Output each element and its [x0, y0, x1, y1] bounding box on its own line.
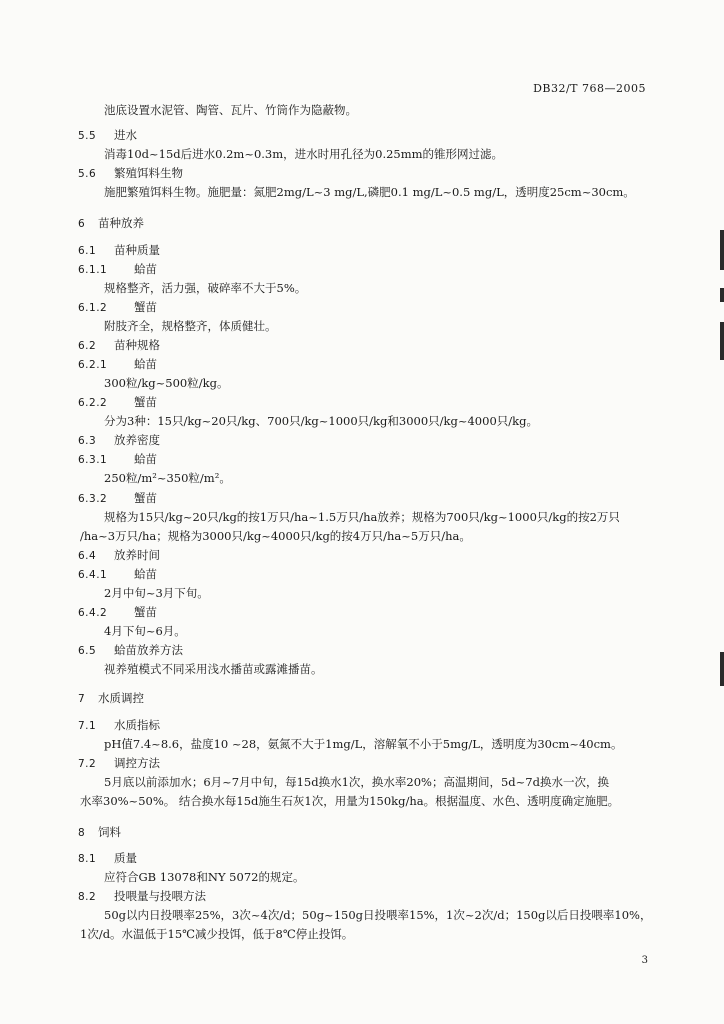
heading-text: 蟹苗 [134, 300, 157, 314]
paragraph-line: 规格为15只/kg~20只/kg的按1万只/ha~1.5万只/ha放养；规格为700只/kg~1000只/kg的按2万只 [104, 510, 620, 524]
paragraph-line: 2月中旬~3月下旬。 [104, 586, 209, 600]
section-heading [78, 262, 157, 277]
heading-number: 6.4 [78, 550, 97, 562]
heading-text: 蛤苗 [134, 452, 157, 466]
paragraph-line: 300粒/kg~500粒/kg。 [104, 376, 229, 390]
section-heading [78, 300, 157, 315]
section-heading [78, 851, 137, 866]
heading-number: 6.1 [78, 245, 97, 257]
heading-text: 质量 [114, 851, 137, 865]
section-heading [78, 166, 183, 181]
section-heading [78, 128, 137, 143]
heading-number: 5.5 [78, 130, 97, 142]
paragraph-line: 5月底以前添加水；6月~7月中旬，每15d换水1次，换水率20%；高温期间，5d~7d换水一次，换 [104, 775, 609, 789]
heading-text: 蛤苗 [134, 567, 157, 581]
section-heading [78, 605, 157, 620]
heading-text: 进水 [114, 128, 137, 142]
section-heading [78, 718, 160, 733]
heading-text: 水质调控 [98, 691, 144, 705]
heading-number: 7.2 [78, 758, 97, 770]
heading-text: 繁殖饵料生物 [114, 166, 183, 180]
heading-number: 8.2 [78, 891, 97, 903]
heading-number: 6.2.1 [78, 359, 108, 371]
heading-text: 投喂量与投喂方法 [114, 889, 206, 903]
chapter-heading [78, 825, 121, 840]
heading-text: 苗种放养 [98, 216, 144, 230]
heading-text: 苗种规格 [114, 338, 160, 352]
paragraph-line: 分为3种：15只/kg~20只/kg、700只/kg~1000只/kg和3000只/kg~4000只/kg。 [104, 414, 538, 428]
heading-number: 6 [78, 218, 86, 230]
paragraph-line: 250粒/m²~350粒/m²。 [104, 471, 231, 485]
heading-number: 6.4.1 [78, 569, 108, 581]
heading-number: 6.1.1 [78, 264, 108, 276]
paragraph-line: 附肢齐全，规格整齐，体质健壮。 [104, 319, 277, 333]
heading-number: 6.2 [78, 340, 97, 352]
paragraph-line: 应符合GB 13078和NY 5072的规定。 [104, 870, 305, 884]
heading-number: 6.4.2 [78, 607, 108, 619]
paragraph-line: 50g以内日投喂率25%，3次~4次/d；50g~150g日投喂率15%，1次~2次/d；150g以后日投喂率10%， [104, 908, 652, 922]
heading-text: 蛤苗 [134, 262, 157, 276]
page-number: 3 [641, 955, 648, 966]
heading-text: 蛤苗放养方法 [114, 643, 183, 657]
paragraph-line: 施肥繁殖饵料生物。施肥量：氮肥2mg/L~3 mg/L,磷肥0.1 mg/L~0.5 mg/L，透明度25cm~30cm。 [104, 185, 635, 199]
heading-number: 7 [78, 693, 86, 705]
paragraph-line: pH值7.4~8.6，盐度10 ~28，氨氮不大于1mg/L，溶解氧不小于5mg/L，透明度为30cm~40cm。 [104, 737, 623, 751]
heading-text: 水质指标 [114, 718, 160, 732]
heading-text: 饲料 [98, 825, 121, 839]
section-heading [78, 889, 206, 904]
paragraph-line: /ha~3万只/ha；规格为3000只/kg~4000只/kg的按4万只/ha~5万只/ha。 [80, 529, 471, 543]
section-heading [78, 338, 160, 353]
heading-text: 苗种质量 [114, 243, 160, 257]
section-heading [78, 357, 157, 372]
standard-code: DB32/T 768—2005 [533, 82, 646, 95]
paragraph-line: 规格整齐，活力强，破碎率不大于5%。 [104, 281, 307, 295]
section-heading [78, 756, 160, 771]
paragraph-line: 水率30%~50%。 结合换水每15d施生石灰1次，用量为150kg/ha。根据温度、水色、透明度确定施肥。 [80, 794, 620, 808]
section-heading [78, 452, 157, 467]
paragraph-line: 4月下旬~6月。 [104, 624, 186, 638]
heading-number: 5.6 [78, 168, 97, 180]
section-heading [78, 243, 160, 258]
section-heading [78, 395, 157, 410]
section-heading [78, 491, 157, 506]
heading-text: 蟹苗 [134, 491, 157, 505]
heading-number: 6.2.2 [78, 397, 108, 409]
heading-number: 7.1 [78, 720, 97, 732]
heading-text: 蛤苗 [134, 357, 157, 371]
heading-text: 调控方法 [114, 756, 160, 770]
heading-number: 6.3.2 [78, 493, 108, 505]
paragraph-line: 视养殖模式不同采用浅水播苗或露滩播苗。 [104, 662, 323, 676]
heading-number: 6.3.1 [78, 454, 108, 466]
heading-number: 8.1 [78, 853, 97, 865]
paragraph-line: 消毒10d~15d后进水0.2m~0.3m，进水时用孔径为0.25mm的锥形网过滤。 [104, 147, 504, 161]
scan-artifact [720, 288, 724, 302]
scan-artifact [720, 230, 724, 270]
section-heading [78, 643, 183, 658]
paragraph-line: 池底设置水泥管、陶管、瓦片、竹筒作为隐蔽物。 [104, 103, 357, 117]
scan-artifact [720, 652, 724, 686]
scan-artifact [720, 322, 724, 360]
chapter-heading [78, 691, 144, 706]
heading-number: 6.1.2 [78, 302, 108, 314]
section-heading [78, 548, 160, 563]
heading-number: 8 [78, 827, 86, 839]
heading-text: 放养时间 [114, 548, 160, 562]
chapter-heading [78, 216, 144, 231]
heading-number: 6.3 [78, 435, 97, 447]
heading-number: 6.5 [78, 645, 97, 657]
heading-text: 蟹苗 [134, 395, 157, 409]
paragraph-line: 1次/d。水温低于15℃减少投饵，低于8℃停止投饵。 [80, 927, 354, 941]
heading-text: 蟹苗 [134, 605, 157, 619]
section-heading [78, 567, 157, 582]
section-heading [78, 433, 160, 448]
heading-text: 放养密度 [114, 433, 160, 447]
